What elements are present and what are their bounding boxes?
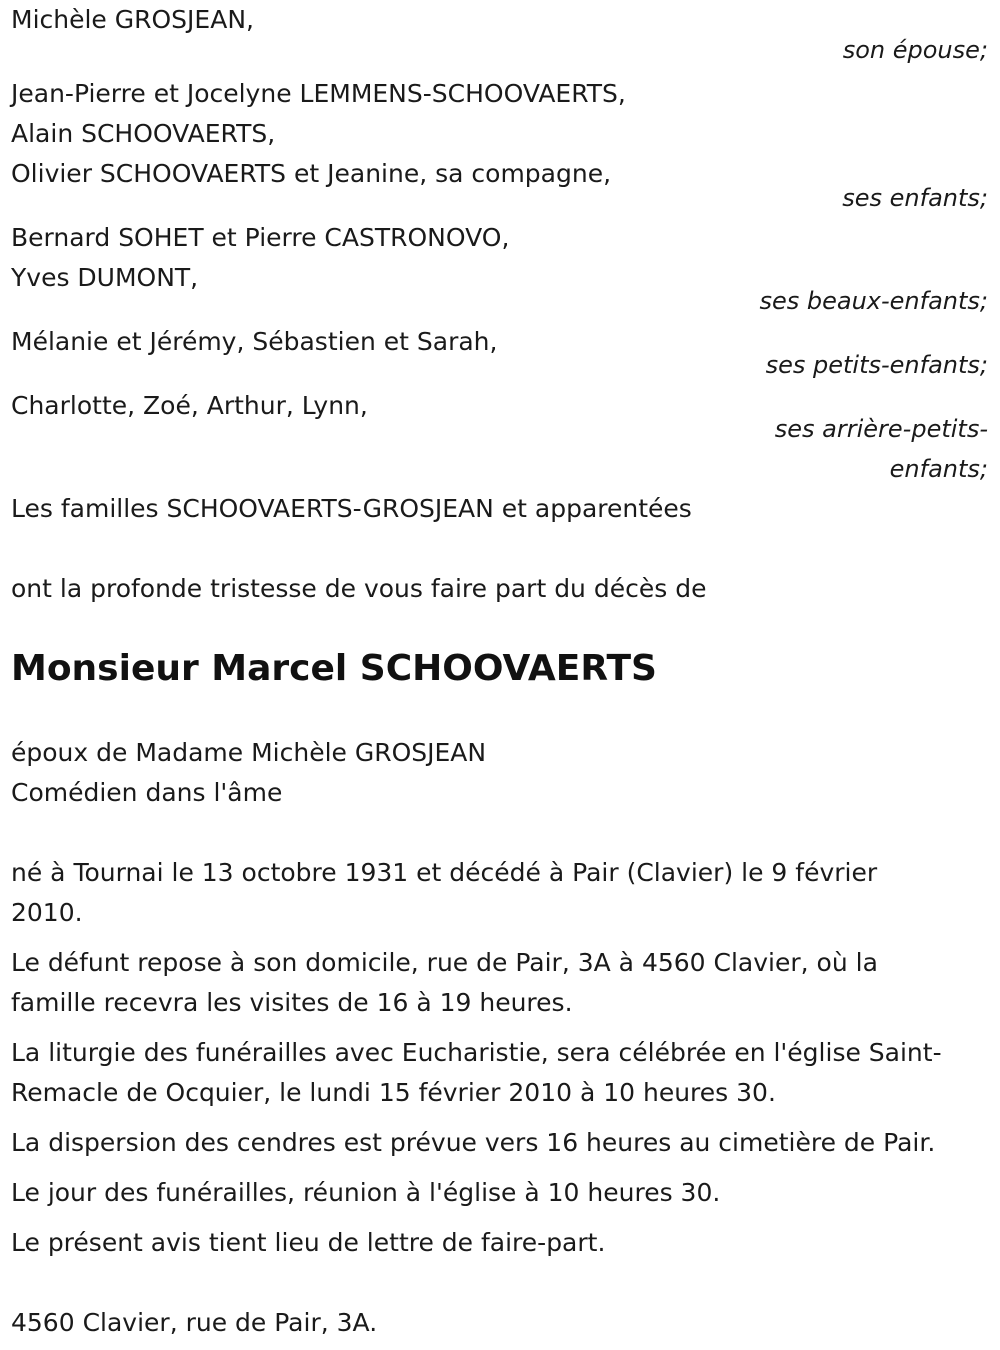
family-group-children xyxy=(11,74,990,218)
family-role: son épouse; xyxy=(842,36,988,64)
liturgy-paragraph: La liturgie des funérailles avec Eucharistie, sera célébrée en l'église Saint-Remacle de Ocquier, le lundi 15 février 2010 à 10 heures 30. xyxy=(11,1038,942,1107)
families-line: Les familles SCHOOVAERTS-GROSJEAN et apparentées xyxy=(11,494,692,523)
family-name-line: Alain SCHOOVAERTS, xyxy=(11,119,276,148)
deceased-name: Monsieur Marcel SCHOOVAERTS xyxy=(11,648,657,689)
epithet: Comédien dans l'âme xyxy=(11,778,283,807)
spouse-line: époux de Madame Michèle GROSJEAN xyxy=(11,738,487,767)
family-name-line: Michèle GROSJEAN, xyxy=(11,5,254,34)
family-group-grandchildren xyxy=(11,322,990,385)
ashes-paragraph: La dispersion des cendres est prévue vers 16 heures au cimetière de Pair. xyxy=(11,1128,936,1157)
announcement: ont la profonde tristesse de vous faire part du décès de xyxy=(11,574,707,603)
family-name-line: Olivier SCHOOVAERTS et Jeanine, sa compagne, xyxy=(11,159,612,188)
birth-death-paragraph: né à Tournai le 13 octobre 1931 et décédé à Pair (Clavier) le 9 février 2010. xyxy=(11,858,878,927)
family-role: enfants; xyxy=(889,455,988,483)
family-role: ses beaux-enfants; xyxy=(759,287,988,315)
address: 4560 Clavier, rue de Pair, 3A. xyxy=(11,1308,378,1337)
family-group-spouse xyxy=(11,0,990,70)
family-name-line: Charlotte, Zoé, Arthur, Lynn, xyxy=(11,391,368,420)
family-name-line: Jean-Pierre et Jocelyne LEMMENS-SCHOOVAERTS, xyxy=(11,79,626,108)
notice-paragraph: Le présent avis tient lieu de lettre de faire-part. xyxy=(11,1228,606,1257)
meeting-paragraph: Le jour des funérailles, réunion à l'église à 10 heures 30. xyxy=(11,1178,721,1207)
family-role: ses petits-enfants; xyxy=(765,351,988,379)
family-group-great-grandchildren xyxy=(11,386,990,489)
repose-paragraph: Le défunt repose à son domicile, rue de Pair, 3A à 4560 Clavier, où la famille recevra les visites de 16 à 19 heures. xyxy=(11,948,878,1017)
family-name-line: Mélanie et Jérémy, Sébastien et Sarah, xyxy=(11,327,498,356)
family-group-in-laws xyxy=(11,218,990,321)
family-name-line: Bernard SOHET et Pierre CASTRONOVO, xyxy=(11,223,510,252)
family-role: ses arrière-petits- xyxy=(774,415,988,443)
family-name-line: Yves DUMONT, xyxy=(11,263,199,292)
family-role: ses enfants; xyxy=(842,184,988,212)
